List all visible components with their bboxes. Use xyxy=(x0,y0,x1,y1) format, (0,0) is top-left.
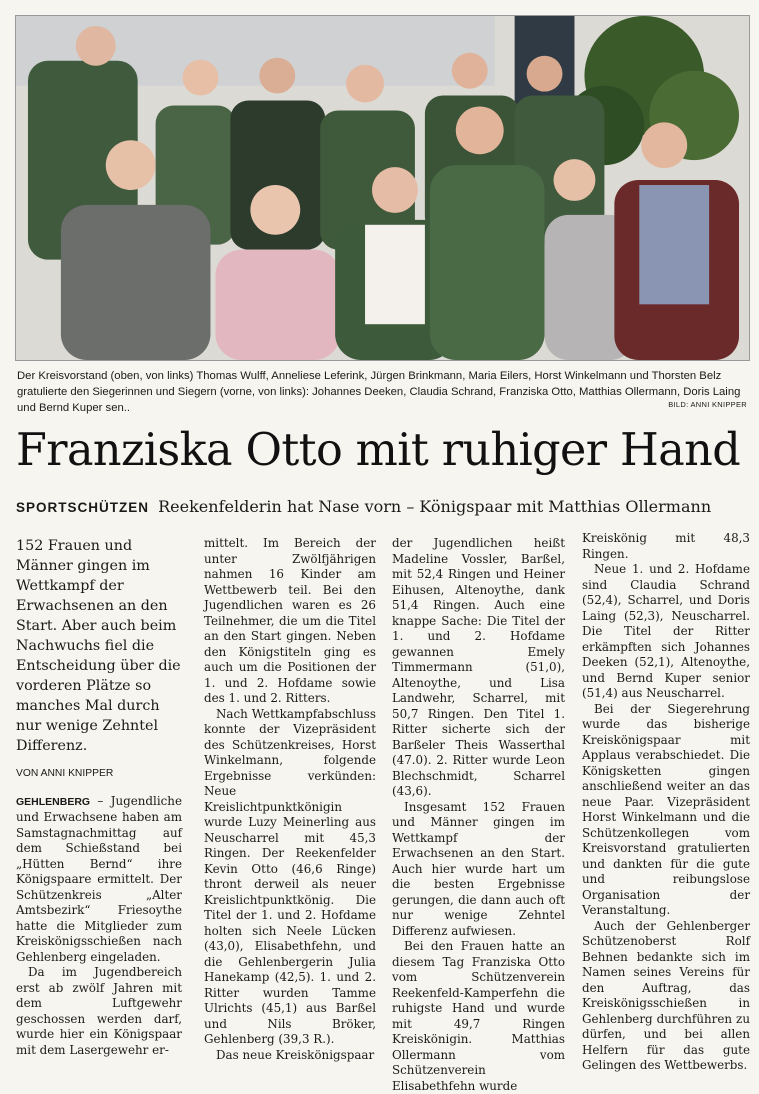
paragraph: Auch der Gehlenberger Schützenoberst Rolf Behnen bedankte sich im Namen seines Vereins für den Auftrag, das Kreiskönigsschießen in Gehlenberg durchführen zu dürfen, und bei allen Helfern für das gute Gelingen des Wettbewerbs. xyxy=(582,918,750,1072)
subheadline-row xyxy=(16,496,751,519)
paragraph-text: – Jugendliche und Erwachsene haben am Samstagnachmittag auf dem Schießstand bei „Hütten Bernd“ ihre Königspaare ermittelt. Der Schützenkreis „Alter Amtsbezirk“ Friesoythe hatte die Mitglieder zum Kreiskönigsschießen nach Gehlenberg eingeladen. xyxy=(16,793,182,964)
article-column-4 xyxy=(582,531,750,1074)
subheadline: Reekenfelderin hat Nase vorn – Königspaar mit Matthias Ollermann xyxy=(158,497,712,516)
author-byline: VON ANNI KNIPPER xyxy=(16,768,114,779)
photo-credit: BILD: ANNI KNIPPER xyxy=(668,400,747,409)
paragraph: Insgesamt 152 Frauen und Männer gingen im Wettkampf der Erwachsenen an den Start. Auch hier wurde hart um die besten Ergebnisse gerungen, die dann auch oft nur wenige Zehntel Differenz aufwiesen. xyxy=(392,799,565,938)
group-photo xyxy=(15,15,750,361)
paragraph: Bei der Siegerehrung wurde das bisherige Kreiskönigspaar mit Applaus verabschiedet. Die Königsketten gingen anschließend weiter an das neue Paar. Vizepräsident Horst Winkelmann und die Schützenkollegen vom Kreisvorstand gratulierten und dankten für die gute und reibungslose Organisation der Veranstaltung. xyxy=(582,701,750,917)
lead-paragraph: 152 Frauen und Männer gingen im Wettkampf der Erwachsenen an den Start. Aber auch beim Nachwuchs fiel die Entscheidung über die vorderen Plätze so manches Mal durch nur wenige Zehntel Differenz. xyxy=(16,538,181,754)
paragraph: Neue 1. und 2. Hofdame sind Claudia Schrand (52,4), Scharrel, und Doris Laing (52,3), Neuscharrel. Die Titel der Ritter erkämpften sich Johannes Deeken (52,1), Altenoythe, und Bernd Kuper senior (51,4) aus Neuscharrel. xyxy=(582,562,750,700)
article-column-1 xyxy=(16,536,182,1058)
paragraph: Kreiskönig mit 48,3 Ringen. xyxy=(582,531,750,561)
photo-caption: Der Kreisvorstand (oben, von links) Thomas Wulff, Anneliese Leferink, Jürgen Brinkmann, Maria Eilers, Horst Winkelmann und Thorsten Belz gratulierte den Siegerinnen und Siegern (vorne, von links): Johannes Deeken, Claudia Schrand, Franziska Otto, Matthias Ollermann, Doris Laing und Bernd Kuper sen.. xyxy=(17,370,741,414)
paragraph: Da im Jugendbereich erst ab zwölf Jahren mit dem Luftgewehr geschossen werden darf, wurde hier ein Königspaar mit dem Lasergewehr er- xyxy=(16,965,182,1057)
dateline: GEHLENBERG xyxy=(16,795,91,808)
paragraph: Das neue Kreiskönigspaar xyxy=(216,1047,375,1062)
paragraph: Bei den Frauen hatte an diesem Tag Franziska Otto vom Schützenverein Reekenfeld-Kamperfehn die ruhigste Hand und wurde mit 49,7 Ringen Kreiskönigin. Matthias Ollermann vom Schützenverein Elisabethfehn wurde xyxy=(392,939,565,1093)
paragraph: Nach Wettkampfabschluss konnte der Vizepräsident des Schützenkreises, Horst Winkelmann, folgende Ergebnisse verkünden: Neue Kreislichtpunktkönigin wurde Luzy Meinerling aus Neuscharrel mit 45,3 Ringen. Der Reekenfelder Kevin Otto (46,6 Ringe) thront derweil als neuer Kreislichtpunktkönig. Die Titel der 1. und 2. Hofdame holten sich Neele Lücken (43,0), Elisabethfehn, und die Gehlenbergerin Julia Hanekamp (42,5). 1. und 2. Ritter wurden Tamme Ulrichts (45,1) aus Barßel und Nils Bröker, Gehlenberg (39,3 R.). xyxy=(204,706,376,1046)
group-photo-illustration xyxy=(16,16,749,360)
paragraph: mittelt. Im Bereich der unter Zwölfjährigen nahmen 16 Kinder am Wettbewerb teil. Bei den Jugendlichen waren es 26 Teilnehmer, die um die Titel an den Start gingen. Neben den Königstiteln ging es auch um die Positionen der 1. und 2. Hofdame sowie des 1. und 2. Ritters. xyxy=(204,536,376,705)
paragraph: der Jugendlichen heißt Madeline Vossler, Barßel, mit 52,4 Ringen und Heiner Eihusen, Altenoythe, dank 51,4 Ringen. Auch eine knappe Sache: Die Titel der 1. und 2. Hofdame gewannen Emely Timmermann (51,0), Altenoythe, und Lisa Landwehr, Scharrel, mit 50,7 Ringen. Den Titel 1. Ritter sicherte sich der Barßeler Theis Wasserthal (47.0). 2. Ritter wurde Leon Blechschmidt, Scharrel (43,6). xyxy=(392,536,565,798)
article-column-3 xyxy=(392,536,565,1094)
article-column-2 xyxy=(204,536,376,1063)
paragraph xyxy=(16,794,182,966)
headline: Franziska Otto mit ruhiger Hand xyxy=(16,425,741,476)
kicker: SPORTSCHÜTZEN xyxy=(16,500,150,515)
